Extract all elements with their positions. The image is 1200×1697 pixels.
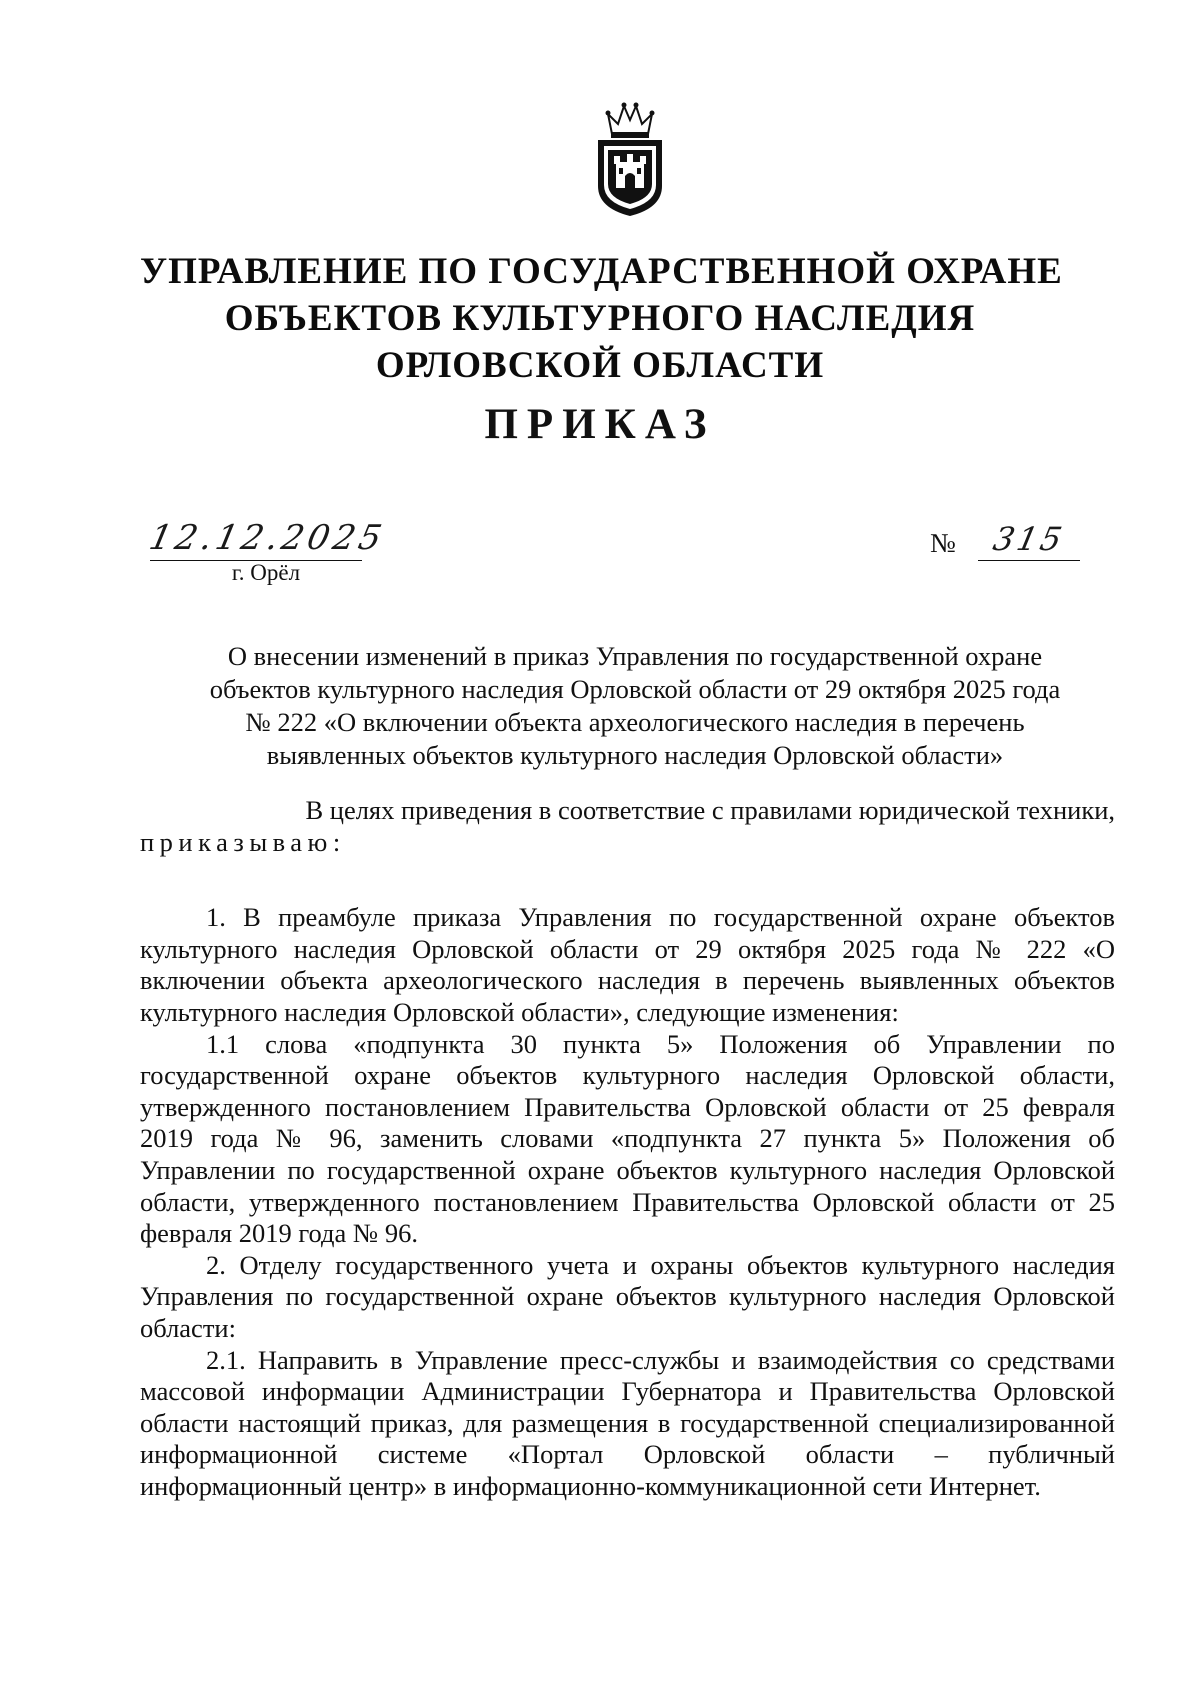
document-body [140,795,1115,1502]
subject-line: О внесении изменений в приказ Управления по государственной охране [227,641,1043,671]
date-field [145,512,389,561]
item-1-1: 1.1 слова «подпункта 30 пункта 5» Положения об Управлении по государственной охране объектов культурного наследия Орловской области, утвержденного постановлением Правительства Орловской области от 25 февраля 2019 года № 96, заменить словами «подпункта 27 пункта 5» Положения об Управлении по государственной охране объектов культурного наследия Орловской области, утвержденного постановлением Правительства Орловской области от 25 февраля 2019 года № 96. [140,1028,1115,1249]
preamble-text: В целях приведения в соответствие с правилами юридической техники, [305,795,1115,825]
item-2-1: 2.1. Направить в Управление пресс-службы и взаимодействия со средствами массовой информации Администрации Губернатора и Правительства Орловской области настоящий приказ, для размещения в государственной специализированной информационной системе «Портал Орловской области – публичный информационный центр» в информационно-коммуникационной сети Интернет. [140,1344,1115,1501]
handwritten-number: 315 [989,520,1069,558]
organization-name [140,248,1063,389]
handwritten-date: 12.12.2025 [145,518,389,558]
org-line: ОБЪЕКТОВ КУЛЬТУРНОГО НАСЛЕДИЯ [224,298,976,339]
item-1: 1. В преамбуле приказа Управления по государственной охране объектов культурного наследия Орловской области от 29 октября 2025 года № 222 «О включении объекта археологического наследия в перечень выявленных объектов культурного наследия Орловской области», следующие изменения: [140,902,1115,1027]
order-word: приказываю: [140,826,346,857]
org-line: ОРЛОВСКОЙ ОБЛАСТИ [375,345,825,386]
document-subject [160,640,1110,772]
number-field [978,516,1080,561]
date-block [145,512,389,585]
document-type-title: ПРИКАЗ [484,401,716,448]
subject-line: № 222 «О включении объекта археологического наследия в перечень [245,707,1025,737]
city-label: г. Орёл [231,560,301,585]
number-block [930,520,1080,565]
org-line: УПРАВЛЕНИЕ ПО ГОСУДАРСТВЕННОЙ ОХРАНЕ [140,251,1063,292]
subject-line: выявленных объектов культурного наследия Орловской области» [266,740,1004,770]
coat-of-arms-icon [590,100,670,218]
number-sign: № [930,528,956,558]
subject-line: объектов культурного наследия Орловской области от 29 октября 2025 года [209,674,1061,704]
item-2: 2. Отделу государственного учета и охраны объектов культурного наследия Управления по государственной охране объектов культурного наследия Орловской области: [140,1249,1115,1343]
